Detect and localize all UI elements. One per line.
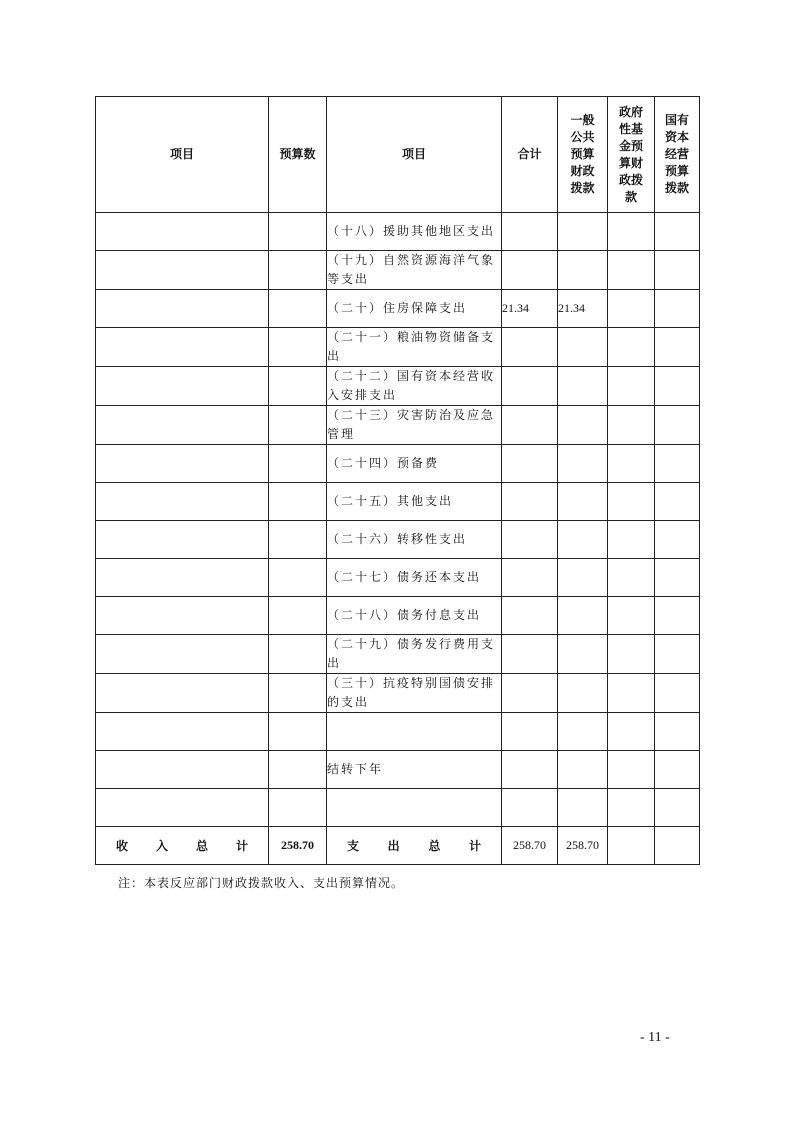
cell-budget: [269, 290, 327, 328]
expense-total-label-char: 出: [387, 839, 400, 853]
cell-item-right: （十八）援助其他地区支出: [327, 213, 502, 251]
cell-state-capital: [655, 445, 700, 483]
cell-state-capital: [655, 367, 700, 406]
cell-gov-fund: [608, 483, 655, 521]
cell-item-left: [96, 328, 269, 367]
cell-total: [502, 559, 558, 597]
cell-state-capital: [655, 751, 700, 789]
cell-state-capital: [655, 521, 700, 559]
table-row: [96, 445, 700, 483]
expense-total-value: 258.70: [502, 827, 558, 865]
cell-total: [502, 406, 558, 445]
cell-item-left: [96, 789, 269, 827]
cell-total: [502, 635, 558, 674]
cell-general: [558, 713, 608, 751]
cell-general: [558, 521, 608, 559]
cell-general: [558, 751, 608, 789]
table-row: [96, 751, 700, 789]
expense-general-value: 258.70: [558, 827, 608, 865]
cell-budget: [269, 713, 327, 751]
cell-total: [502, 251, 558, 290]
cell-state-capital: [655, 674, 700, 713]
cell-gov-fund: [608, 635, 655, 674]
cell-gov-fund: [608, 367, 655, 406]
table-row: [96, 251, 700, 290]
cell-general: [558, 213, 608, 251]
table-header-row: [96, 97, 700, 213]
income-total-label-char: 入: [155, 839, 168, 853]
cell-total: [502, 521, 558, 559]
table-row: [96, 674, 700, 713]
cell-gov-fund: [608, 213, 655, 251]
cell-general: [558, 789, 608, 827]
table-row: [96, 559, 700, 597]
cell-general: [558, 406, 608, 445]
cell-general: [558, 597, 608, 635]
cell-state-capital: [655, 328, 700, 367]
cell-gov-fund: [608, 674, 655, 713]
cell-budget: [269, 789, 327, 827]
table-row: [96, 213, 700, 251]
cell-item-right: （二十一）粮油物资储备支出: [327, 328, 502, 367]
cell-budget: [269, 751, 327, 789]
cell-budget: [269, 521, 327, 559]
cell-item-right: （二十八）债务付息支出: [327, 597, 502, 635]
cell-gov-fund: [608, 789, 655, 827]
table-row: [96, 521, 700, 559]
cell-item-left: [96, 635, 269, 674]
cell-general: [558, 674, 608, 713]
table-row: [96, 367, 700, 406]
cell-item-right: [327, 713, 502, 751]
income-total-label: [96, 827, 269, 865]
cell-state-capital: [655, 559, 700, 597]
cell-total: [502, 328, 558, 367]
table-row: [96, 635, 700, 674]
cell-item-left: [96, 713, 269, 751]
table-row: [96, 328, 700, 367]
cell-item-left: [96, 521, 269, 559]
cell-item-right: （二十四）预备费: [327, 445, 502, 483]
cell-state-capital: [655, 406, 700, 445]
cell-item-left: [96, 406, 269, 445]
expense-gov-fund-value: [608, 827, 655, 865]
cell-item-right: （二十六）转移性支出: [327, 521, 502, 559]
cell-budget: [269, 483, 327, 521]
cell-total: [502, 751, 558, 789]
cell-total: [502, 713, 558, 751]
header-item-right: 项目: [327, 97, 502, 213]
cell-item-right: 结转下年: [327, 751, 502, 789]
cell-total: [502, 483, 558, 521]
table-row: [96, 713, 700, 751]
cell-item-left: [96, 751, 269, 789]
header-state-capital-budget: 国有资本经营预算拨款: [655, 97, 700, 213]
cell-budget: [269, 328, 327, 367]
totals-row: [96, 827, 700, 865]
cell-state-capital: [655, 789, 700, 827]
cell-total: [502, 597, 558, 635]
cell-general: [558, 559, 608, 597]
cell-item-left: [96, 674, 269, 713]
cell-item-left: [96, 597, 269, 635]
expense-total-label-char: 支: [347, 839, 360, 853]
cell-budget: [269, 251, 327, 290]
cell-item-right: （二十三）灾害防治及应急管理: [327, 406, 502, 445]
header-general-public-budget: 一般公共预算财政拨款: [558, 97, 608, 213]
cell-state-capital: [655, 483, 700, 521]
cell-gov-fund: [608, 713, 655, 751]
cell-budget: [269, 559, 327, 597]
cell-general: [558, 445, 608, 483]
cell-item-left: [96, 251, 269, 290]
cell-item-right: （二十五）其他支出: [327, 483, 502, 521]
table-note: 注：本表反应部门财政拨款收入、支出预算情况。: [118, 876, 405, 890]
cell-budget: [269, 674, 327, 713]
cell-budget: [269, 445, 327, 483]
cell-item-left: [96, 445, 269, 483]
table-row: [96, 406, 700, 445]
budget-table: [95, 96, 700, 865]
cell-state-capital: [655, 713, 700, 751]
expense-total-label-char: 计: [468, 839, 481, 853]
expense-total-label: [327, 827, 502, 865]
cell-item-left: [96, 213, 269, 251]
cell-state-capital: [655, 251, 700, 290]
cell-general: [558, 328, 608, 367]
cell-total: 21.34: [502, 290, 558, 328]
cell-gov-fund: [608, 559, 655, 597]
cell-item-right: （十九）自然资源海洋气象等支出: [327, 251, 502, 290]
cell-general: [558, 483, 608, 521]
cell-total: [502, 445, 558, 483]
header-total: 合计: [502, 97, 558, 213]
cell-gov-fund: [608, 251, 655, 290]
cell-gov-fund: [608, 445, 655, 483]
cell-general: 21.34: [558, 290, 608, 328]
cell-budget: [269, 213, 327, 251]
income-total-value: 258.70: [269, 827, 327, 865]
cell-budget: [269, 635, 327, 674]
cell-item-right: [327, 789, 502, 827]
header-gov-fund-budget: 政府性基金预算财政拨款: [608, 97, 655, 213]
cell-item-left: [96, 290, 269, 328]
cell-total: [502, 674, 558, 713]
cell-item-left: [96, 483, 269, 521]
cell-gov-fund: [608, 290, 655, 328]
cell-item-right: （三十）抗疫特别国债安排的支出: [327, 674, 502, 713]
cell-general: [558, 367, 608, 406]
cell-item-left: [96, 559, 269, 597]
cell-gov-fund: [608, 597, 655, 635]
cell-total: [502, 789, 558, 827]
expense-state-capital-value: [655, 827, 700, 865]
cell-state-capital: [655, 635, 700, 674]
table-row: [96, 483, 700, 521]
cell-item-right: （二十二）国有资本经营收入安排支出: [327, 367, 502, 406]
page-number: - 11 -: [640, 1030, 670, 1045]
cell-general: [558, 251, 608, 290]
cell-state-capital: [655, 290, 700, 328]
cell-gov-fund: [608, 751, 655, 789]
cell-state-capital: [655, 213, 700, 251]
cell-gov-fund: [608, 328, 655, 367]
income-total-label-char: 计: [235, 839, 248, 853]
cell-gov-fund: [608, 521, 655, 559]
cell-total: [502, 367, 558, 406]
table-row: [96, 290, 700, 328]
cell-item-left: [96, 367, 269, 406]
cell-budget: [269, 597, 327, 635]
cell-item-right: （二十七）债务还本支出: [327, 559, 502, 597]
header-item-left: 项目: [96, 97, 269, 213]
income-total-label-char: 总: [195, 839, 208, 853]
table-row: [96, 789, 700, 827]
cell-general: [558, 635, 608, 674]
income-total-label-char: 收: [116, 839, 129, 853]
table-body: [96, 213, 700, 865]
cell-item-right: （二十）住房保障支出: [327, 290, 502, 328]
cell-budget: [269, 406, 327, 445]
table-row: [96, 597, 700, 635]
expense-total-label-char: 总: [428, 839, 441, 853]
cell-state-capital: [655, 597, 700, 635]
cell-gov-fund: [608, 406, 655, 445]
cell-item-right: （二十九）债务发行费用支出: [327, 635, 502, 674]
cell-budget: [269, 367, 327, 406]
header-budget: 预算数: [269, 97, 327, 213]
cell-total: [502, 213, 558, 251]
